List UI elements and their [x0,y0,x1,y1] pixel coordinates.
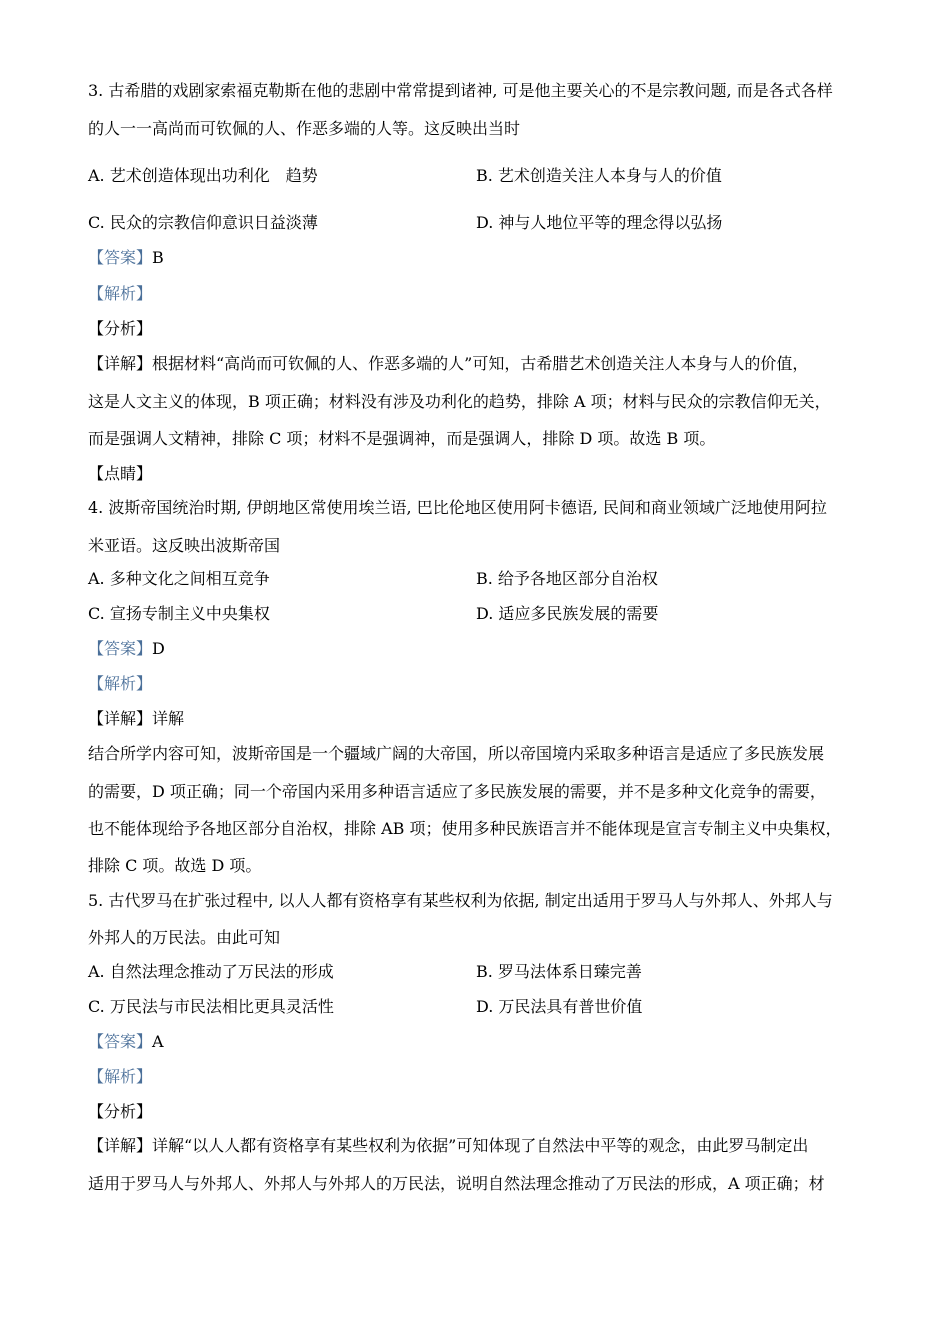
q5-option-c: C. 万民法与市民法相比更具灵活性 [88,997,334,1016]
q5-stem-line-1: 5. 古代罗马在扩张过程中, 以人人都有资格享有某些权利为依据, 制定出适用于罗马人与外邦人、外邦人与 [88,891,833,910]
q3-detail-line-2: 这是人文主义的体现，B 项正确；材料没有涉及功利化的趋势，排除 A 项；材料与民众的宗教信仰无关， [88,392,831,411]
q4-stem-line-2: 米亚语。这反映出波斯帝国 [88,536,281,555]
q4-option-d: D. 适应多民族发展的需要 [476,604,659,623]
q4-stem-line-1: 4. 波斯帝国统治时期, 伊朗地区常使用埃兰语, 巴比伦地区使用阿卡德语, 民间和商业领域广泛地使用阿拉 [88,498,827,517]
q3-fenxi-label: 【分析】 [88,319,153,338]
answer-value: B [152,248,164,267]
q5-answer [88,1031,164,1053]
q5-detail-line-2: 适用于罗马人与外邦人、外邦人与外邦人的万民法，说明自然法理念推动了万民法的形成，A 项正确；材 [88,1174,825,1193]
q5-option-d: D. 万民法具有普世价值 [476,997,643,1016]
q5-fenxi-label: 【分析】 [88,1102,153,1121]
q3-option-c: C. 民众的宗教信仰意识日益淡薄 [88,213,318,232]
answer-value: A [152,1032,164,1051]
q3-stem-line-1: 3. 古希腊的戏剧家索福克勒斯在他的悲剧中常常提到诸神, 可是他主要关心的不是宗教问题, 而是各式各样 [88,81,833,100]
q4-option-c: C. 宣扬专制主义中央集权 [88,604,270,623]
q5-option-b: B. 罗马法体系日臻完善 [476,962,642,981]
q3-dianjing-label: 【点睛】 [88,464,153,483]
q3-stem-line-2: 的人一一高尚而可钦佩的人、作恶多端的人等。这反映出当时 [88,119,521,138]
answer-label: 【答案】 [88,639,153,658]
q4-detail-line-3: 也不能体现给予各地区部分自治权，排除 AB 项；使用多种民族语言并不能体现是宣言专制主义中央集权， [88,819,842,838]
q5-stem-line-2: 外邦人的万民法。由此可知 [88,928,281,947]
q3-answer [88,247,164,269]
q3-detail-line-3: 而是强调人文精神，排除 C 项；材料不是强调神，而是强调人，排除 D 项。故选 B 项。 [88,429,716,448]
q5-jiexi-label: 【解析】 [88,1067,153,1086]
q5-option-a: A. 自然法理念推动了万民法的形成 [88,962,334,981]
q5-detail-line-1: 【详解】详解“以人人都有资格享有某些权利为依据”可知体现了自然法中平等的观念，由此罗马制定出 [88,1136,809,1155]
q3-jiexi-label: 【解析】 [88,284,153,303]
q4-detail-head: 【详解】详解 [88,709,185,728]
q4-option-b: B. 给予各地区部分自治权 [476,569,658,588]
q3-option-d: D. 神与人地位平等的理念得以弘扬 [476,213,723,232]
answer-value: D [152,639,165,658]
q4-detail-line-1: 结合所学内容可知，波斯帝国是一个疆域广阔的大帝国，所以帝国境内采取多种语言是适应了多民族发展 [88,744,825,763]
q4-jiexi-label: 【解析】 [88,674,153,693]
answer-label: 【答案】 [88,248,153,267]
q3-option-b: B. 艺术创造关注人本身与人的价值 [476,166,722,185]
q3-detail-line-1: 【详解】根据材料“高尚而可钦佩的人、作恶多端的人”可知，古希腊艺术创造关注人本身与人的价值， [88,354,809,373]
answer-label: 【答案】 [88,1032,153,1051]
q4-option-a: A. 多种文化之间相互竞争 [88,569,270,588]
q4-detail-line-4: 排除 C 项。故选 D 项。 [88,856,262,875]
q3-option-a: A. 艺术创造体现出功利化 趋势 [88,166,318,185]
q4-answer [88,638,165,660]
q4-detail-line-2: 的需要，D 项正确；同一个帝国内采用多种语言适应了多民族发展的需要，并不是多种文化竞争的需要， [88,782,826,801]
